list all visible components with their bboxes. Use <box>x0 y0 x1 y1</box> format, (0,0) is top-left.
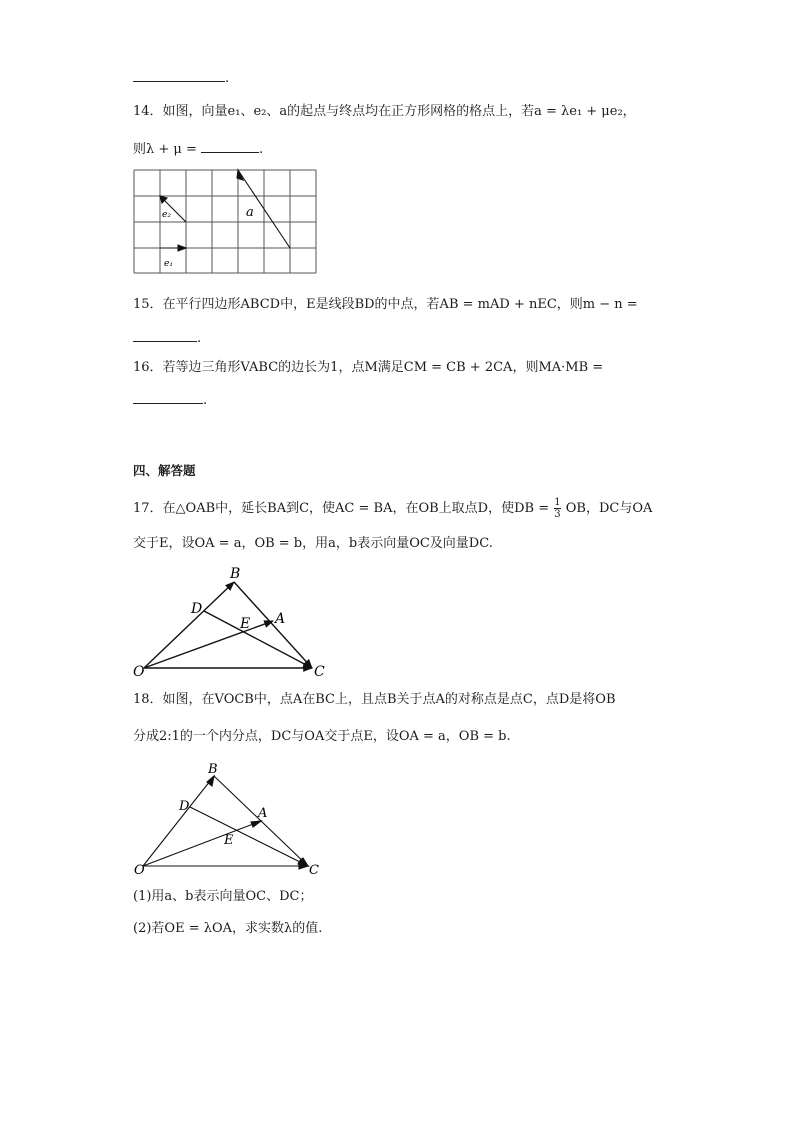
q17-line1-post: OB，DC与OA <box>565 501 653 516</box>
q13-answer-blank-line: . <box>133 70 229 88</box>
q18-part1: (1)用a、b表示向量OC、DC； <box>133 889 313 904</box>
q14-line2-text: 则λ + μ = <box>133 142 197 157</box>
q17-triangle-figure <box>132 565 332 680</box>
segment-OB <box>144 582 234 668</box>
point-O-label: O <box>133 664 145 680</box>
q14-answer-blank[interactable] <box>201 152 259 153</box>
q16-answer-blank[interactable] <box>133 403 203 404</box>
point-A-label: A <box>275 611 286 627</box>
q15-line1: 15．在平行四边形ABCD中，E是线段BD的中点，若AB = mAD + nEC，则m − n = <box>133 297 638 312</box>
point-E-label: E <box>224 833 234 848</box>
point-C-label: C <box>314 664 325 680</box>
point-C-label: C <box>309 863 319 878</box>
vector-e1-arrowhead <box>178 245 186 251</box>
vector-a-arrowhead <box>237 170 243 180</box>
vector-e2-label: e₂ <box>162 210 171 220</box>
arrowhead-OB <box>207 776 214 786</box>
q18-line2: 分成2:1的一个内分点，DC与OA交于点E，设OA = a，OB = b. <box>133 729 511 744</box>
q16-blank-line: . <box>133 392 207 410</box>
vector-a-label: a <box>246 205 254 220</box>
point-O-label: O <box>134 863 145 878</box>
point-D-label: D <box>191 601 203 617</box>
q18-line1: 18．如图，在VOCB中，点A在BC上，且点B关于点A的对称点是点C，点D是将OB <box>133 692 616 707</box>
point-A-label: A <box>258 806 268 821</box>
q16-line1: 16．若等边三角形VABC的边长为1，点M满足CM = CB + 2CA，则MA·MB = <box>133 360 604 375</box>
fraction-denominator: 3 <box>554 509 561 520</box>
answer-blank[interactable] <box>133 81 225 82</box>
fraction-numerator: 1 <box>554 497 561 508</box>
segment-DC <box>190 807 308 866</box>
q18-triangle-figure <box>132 760 332 880</box>
point-B-label: B <box>230 566 241 582</box>
fraction-one-third <box>554 497 560 520</box>
section-heading: 四、解答题 <box>133 463 196 478</box>
q17-line1 <box>133 497 652 520</box>
q17-line1-pre: 17．在△OAB中，延长BA到C，使AC = BA，在OB上取点D，使DB = <box>133 501 550 516</box>
segment-OA <box>144 621 273 668</box>
q15-answer-blank[interactable] <box>133 341 197 342</box>
point-E-label: E <box>240 616 251 632</box>
q14-grid-figure <box>134 170 318 274</box>
q15-blank-line: . <box>133 330 201 348</box>
vector-e1-label: e₁ <box>164 259 173 269</box>
point-B-label: B <box>208 762 218 777</box>
q17-line2: 交于E，设OA = a，OB = b，用a，b表示向量OC及向量DC. <box>133 536 493 551</box>
q14-line2: 则λ + μ = . <box>133 142 264 157</box>
point-D-label: D <box>179 799 190 814</box>
arrowhead-OA <box>251 821 261 827</box>
q18-part2: (2)若OE = λOA，求实数λ的值. <box>133 921 323 936</box>
q14-line1: 14．如图，向量e₁、e₂、a的起点与终点均在正方形网格的格点上，若a = λe₁ + μe₂， <box>133 104 636 119</box>
